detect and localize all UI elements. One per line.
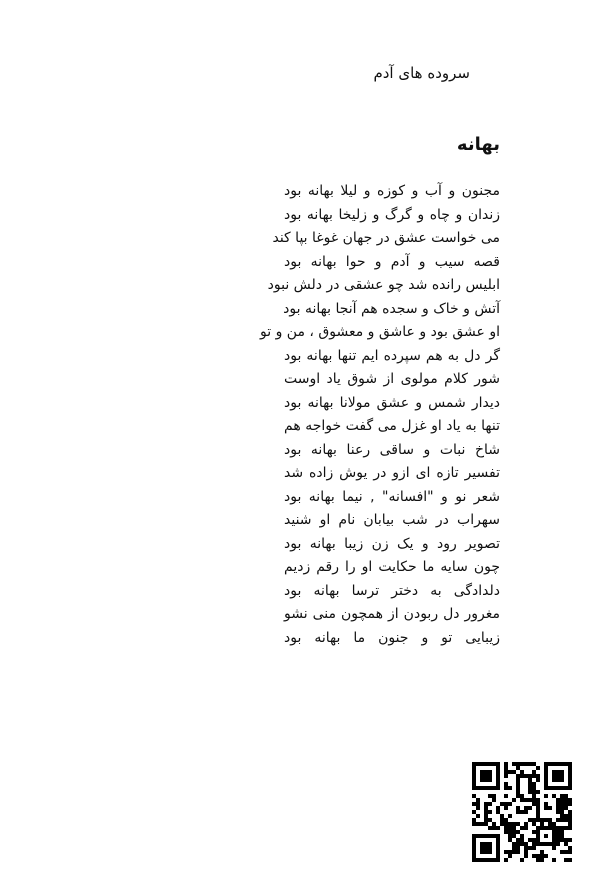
poem-line: شور کلام مولوی از شوق یاد اوست [284, 371, 500, 387]
poem-line: شعر نو و "افسانه" , نیما بهانه بود [284, 488, 500, 505]
poem-line: چون سایه ما حکایت او را رقم زدیم [284, 559, 500, 575]
poem-title: بهانه [456, 134, 500, 155]
poem-line: شاخ نبات و ساقی رعنا بهانه بود [284, 441, 500, 458]
poem-line: زیبایی تو و جنون ما بهانه بود [284, 629, 500, 646]
poem-line: تفسیر تازه ای ازو در یوش زاده شد [284, 465, 500, 481]
poem-line: گر دل به هم سپرده ایم تنها بهانه بود [284, 347, 500, 364]
poem-line: مجنون و آب و کوزه و لیلا بهانه بود [284, 183, 500, 199]
poem-line: مغرور دل ربودن از همچون منی نشو [284, 606, 500, 622]
poem-line: تنها به یاد او غزل می گفت خواجه هم [284, 418, 500, 434]
poem-line: سهراب در شب بیابان نام او شنید [284, 512, 500, 528]
poem-line: دیدار شمس و عشق مولانا بهانه بود [284, 394, 500, 411]
book-title: سروده های آدم [373, 64, 470, 82]
poem-line: آتش و خاک و سجده هم آنجا بهانه بود [283, 300, 500, 317]
poem-body [260, 180, 500, 650]
poem-line: زندان و چاه و گرگ و زلیخا بهانه بود [284, 206, 500, 223]
poem-line: دلدادگی به دختر ترسا بهانه بود [284, 582, 500, 599]
qr-code-icon [472, 762, 572, 862]
poem-line: قصه سیب و آدم و حوا بهانه بود [284, 253, 500, 270]
poem-line: تصویر رود و یک زن زیبا بهانه بود [284, 535, 500, 552]
poem-line: او عشق بود و عاشق و معشوق ، من و تو [260, 324, 500, 340]
poem-line: ابلیس رانده شد چو عشقی در دلش نبود [267, 277, 500, 293]
poem-line: می خواست عشق در جهان غوغا بپا کند [272, 230, 500, 246]
